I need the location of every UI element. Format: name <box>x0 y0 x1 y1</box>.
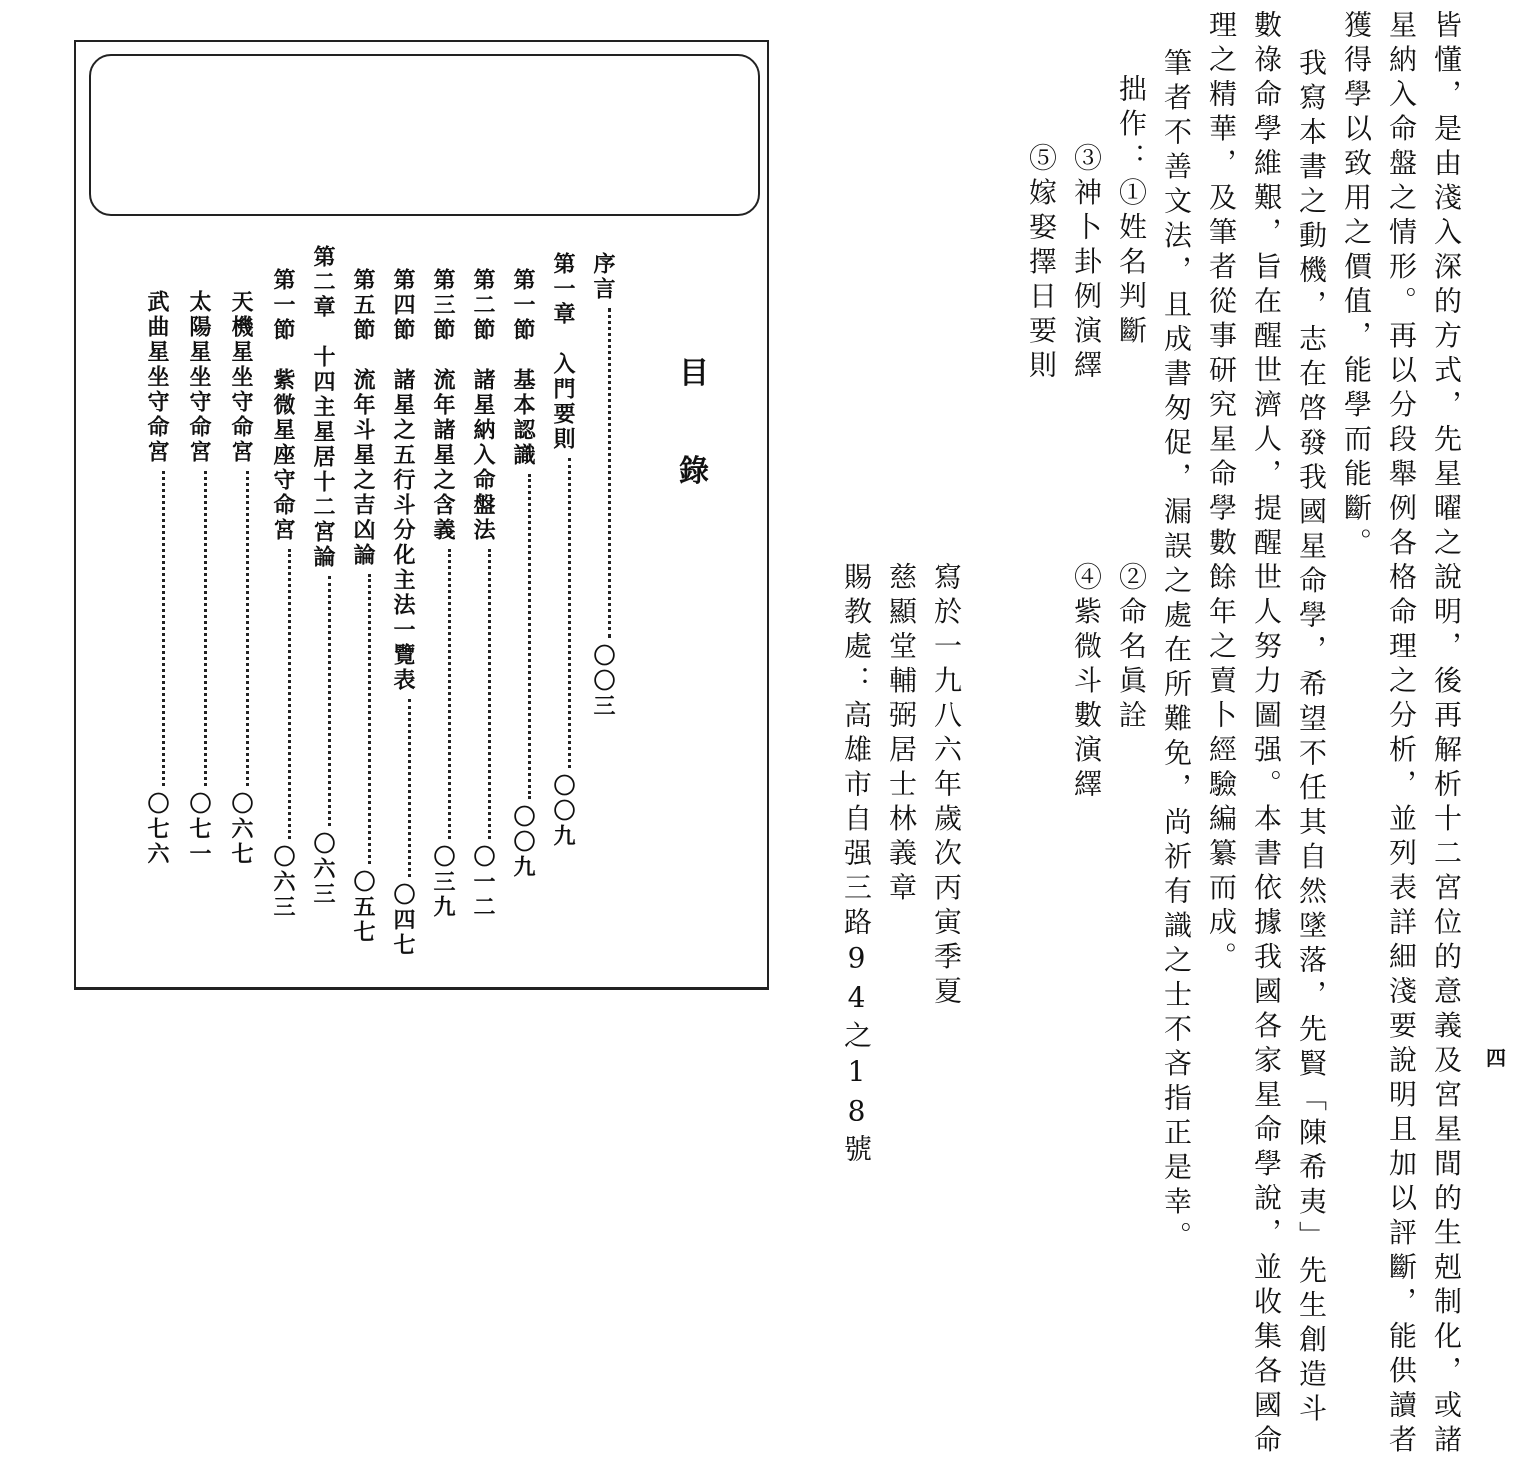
leader-dots <box>162 471 165 786</box>
signature-date: 寫於一九八六年歲次丙寅季夏 <box>930 562 963 1011</box>
leader-dots <box>328 576 331 826</box>
signature-address: 賜教處：高雄市自强三路94之18號 <box>840 562 873 1169</box>
preface-line: 皆懂，是由淺入深的方式，先星曜之說明，後再解析十二宮位的意義及宮星間的生剋制化，或諸 <box>1430 10 1463 1459</box>
toc-entry-page: 〇三九 <box>430 845 456 920</box>
toc-entry-page: 〇一二 <box>470 845 496 920</box>
toc-entry <box>352 268 380 945</box>
toc-entry <box>392 268 420 958</box>
works-line: ⑤嫁娶擇日要則 <box>1025 143 1058 385</box>
toc-entry <box>432 268 460 920</box>
toc-entry-page: 〇四七 <box>390 883 416 958</box>
preface-line: 理之精華，及筆者從事研究星命學數餘年之賣卜經驗編纂而成。 <box>1205 10 1238 976</box>
toc-entry-label: 天機星坐守命宮 <box>228 290 254 465</box>
toc-entry <box>188 290 216 867</box>
toc-header-box <box>89 54 760 216</box>
toc-entry-page: 〇七六 <box>144 792 170 867</box>
toc-entry-page: 〇〇三 <box>590 644 616 719</box>
toc-entry-page: 〇六三 <box>310 832 336 907</box>
toc-entry-label: 第一章 入門要則 <box>550 252 576 452</box>
leader-dots <box>488 549 491 839</box>
signature-author: 慈顯堂輔弼居士林義章 <box>885 562 918 907</box>
preface-line: 筆者不善文法，且成書匆促，漏誤之處在所難免，尚祈有識之士不吝指正是幸。 <box>1160 48 1193 1256</box>
works-line: ④紫微斗數演繹 <box>1070 562 1103 804</box>
toc-entry-label: 第四節 諸星之五行斗分化主法一覽表 <box>390 268 416 693</box>
leader-dots <box>528 474 531 799</box>
toc-entry <box>552 252 580 849</box>
toc-entry-page: 〇六七 <box>228 792 254 867</box>
toc-entry-label: 第二章 十四主星居十二宮論 <box>310 245 336 570</box>
toc-entry-label: 序言 <box>590 252 616 302</box>
toc-entry-label: 第一節 基本認識 <box>510 268 536 468</box>
leader-dots <box>568 458 571 768</box>
toc-entry-page: 〇七一 <box>186 792 212 867</box>
preface-line: 數祿命學維艱，旨在醒世濟人，提醒世人努力圖强。本書依據我國各家星命學說，並收集各國命 <box>1250 10 1283 1459</box>
toc-entry <box>592 252 620 719</box>
preface-line: 獲得學以致用之價值，能學而能斷。 <box>1340 10 1373 562</box>
leader-dots <box>288 549 291 839</box>
toc-entry <box>312 245 340 907</box>
page-number: 四 <box>1486 1046 1506 1070</box>
toc-entry-label: 第一節 紫微星座守命宮 <box>270 268 296 543</box>
leader-dots <box>448 549 451 839</box>
toc-entry <box>272 268 300 920</box>
leader-dots <box>408 699 411 877</box>
toc-entry-page: 〇六三 <box>270 845 296 920</box>
preface-line: 星納入命盤之情形。再以分段舉例各格命理之分析，並列表詳細淺要說明且加以評斷，能供讀者 <box>1385 10 1418 1459</box>
works-line: ③神卜卦例演繹 <box>1070 143 1103 385</box>
toc-entry <box>472 268 500 920</box>
leader-dots <box>246 471 249 786</box>
toc-entry-page: 〇〇九 <box>550 774 576 849</box>
leader-dots <box>204 471 207 786</box>
leader-dots <box>608 308 611 638</box>
toc-entry-label: 第三節 流年諸星之含義 <box>430 268 456 543</box>
toc-entry-label: 太陽星坐守命宮 <box>186 290 212 465</box>
works-line: 拙作：①姓名判斷 <box>1115 74 1148 350</box>
preface-line: 我寫本書之動機，志在啓發我國星命學，希望不任其自然墜落，先賢「陳希夷」先生創造斗 <box>1295 48 1328 1428</box>
toc-entry <box>230 290 258 867</box>
toc-entry <box>512 268 540 880</box>
toc-entry-label: 武曲星坐守命宮 <box>144 290 170 465</box>
toc-entry <box>146 290 174 867</box>
toc-title-2: 錄 <box>679 454 709 489</box>
toc-entry-page: 〇〇九 <box>510 805 536 880</box>
toc-entry-label: 第二節 諸星納入命盤法 <box>470 268 496 543</box>
works-line: ②命名眞詮 <box>1115 562 1148 735</box>
toc-entry-label: 第五節 流年斗星之吉凶論 <box>350 268 376 568</box>
toc-entry-page: 〇五七 <box>350 870 376 945</box>
toc-title-1: 目 <box>679 356 709 391</box>
leader-dots <box>368 574 371 864</box>
